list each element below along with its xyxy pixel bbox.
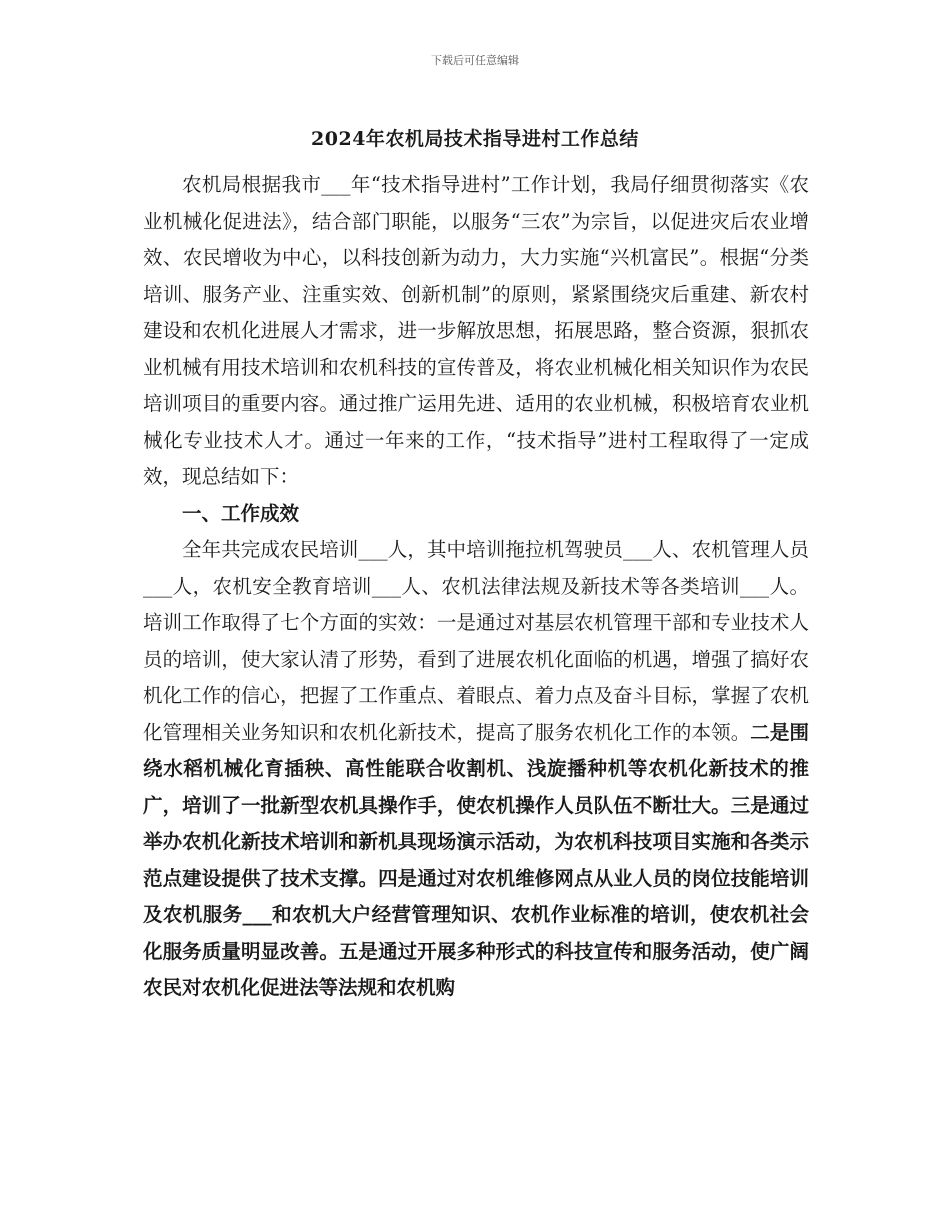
work-results-paragraph [143,532,809,1007]
section-heading-work-results: 一、工作成效 [182,501,300,525]
work-results-bold-text: 二是围绕水稻机械化育插秧、高性能联合收割机、浅旋播种机等农机化新技术的推广，培训了一批新型农机具操作手，使农机操作人员队伍不断壮大。三是通过举办农机化新技术培训和新机具现场演示活动，为农机科技项目实施和各类示范点建设提供了技术支撑。四是通过对农机维修网点从业人员的岗位技能培训及农机服务___和农机大户经营管理知识、农机作业标准的培训，使农机社会化服务质量明显改善。五是通过开展多种形式的科技宣传和服务活动，使广阔农民对农机化促进法等法规和农机购 [143,720,809,999]
document-title: 2024年农机局技术指导进村工作总结 [311,128,639,150]
work-results-text: 全年共完成农民培训___人，其中培训拖拉机驾驶员___人、农机管理人员___人，农机安全教育培训___人、农机法律法规及新技术等各类培训___人。培训工作取得了七个方面的实效：一是通过对基层农机管理干部和专业技术人员的培训，使大家认清了形势，看到了进展农机化面临的机遇，增强了搞好农机化工作的信心，把握了工作重点、着眼点、着力点及奋斗目标，掌握了农机化管理相关业务知识和农机化新技术，提高了服务农机化工作的本领。 [143,538,809,744]
document-body [143,167,809,1007]
intro-paragraph: 农机局根据我市___年“技术指导进村”工作计划，我局仔细贯彻落实《农业机械化促进法》，结合部门职能，以服务“三农”为宗旨，以促进灾后农业增效、农民增收为中心，以科技创新为动力，大力实施“兴机富民”。根据“分类培训、服务产业、注重实效、创新机制”的原则，紧紧围绕灾后重建、新农村建设和农机化进展人才需求，进一步解放思想，拓展思路，整合资源，狠抓农业机械有用技术培训和农机科技的宣传普及，将农业机械化相关知识作为农民培训项目的重要内容。通过推广运用先进、适用的农业机械，积极培育农业机械化专业技术人才。通过一年来的工作，“技术指导”进村工程取得了一定成效，现总结如下： [143,173,809,488]
page-header-note: 下载后可任意编辑 [431,54,519,67]
